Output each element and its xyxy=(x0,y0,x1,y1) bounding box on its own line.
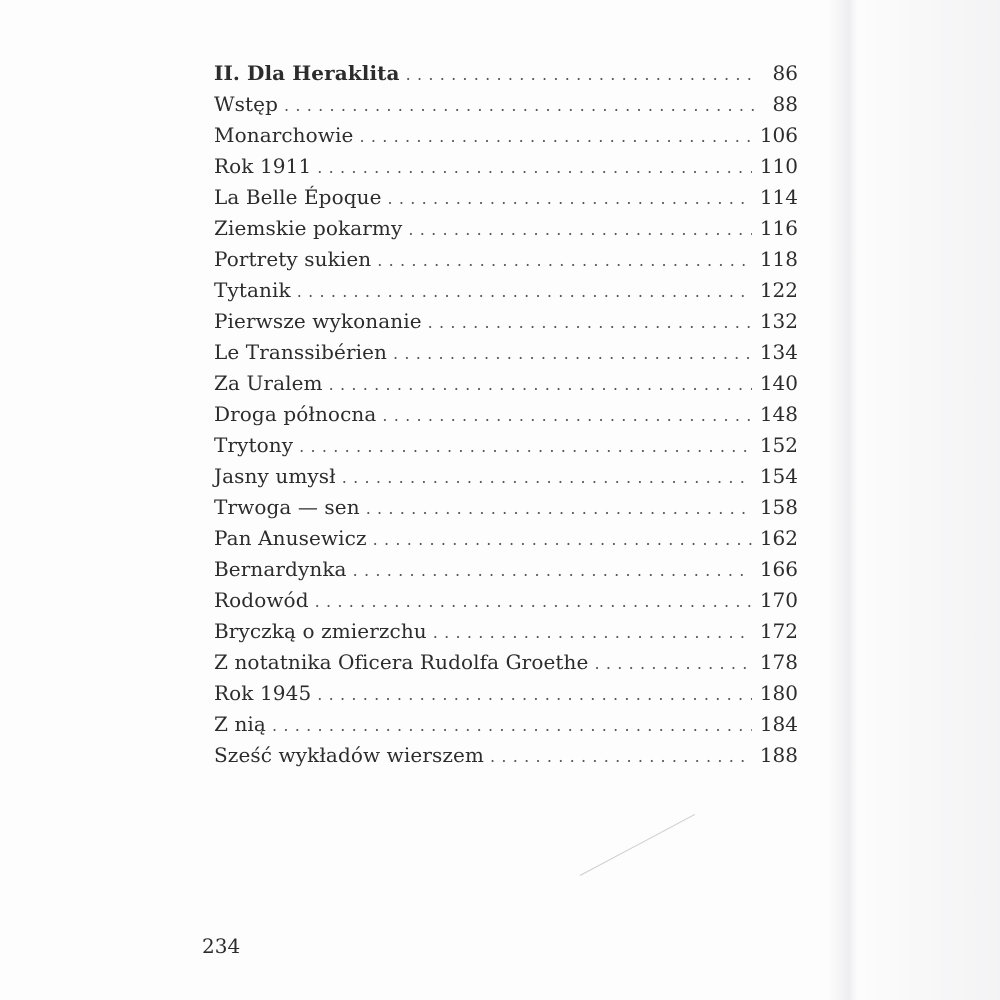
toc-entry-page: 154 xyxy=(759,464,798,488)
toc-entry-title: Portrety sukien xyxy=(214,247,372,271)
toc-entry-title: Za Uralem xyxy=(214,371,323,395)
toc-entry-page: 158 xyxy=(759,495,798,519)
toc-entry-page: 166 xyxy=(759,557,798,581)
toc-entry-page: 178 xyxy=(759,650,798,674)
toc-entry-page: 148 xyxy=(759,402,798,426)
toc-entry xyxy=(214,337,798,368)
toc-entry xyxy=(214,368,798,399)
toc-entry-title: Tytanik xyxy=(214,278,291,302)
toc-entry xyxy=(214,430,798,461)
toc-entry-page: 180 xyxy=(759,681,798,705)
toc-dot-leader xyxy=(388,183,752,214)
toc-entry-page: 122 xyxy=(759,278,798,302)
toc-entry-title: Droga północna xyxy=(214,402,377,426)
toc-dot-leader xyxy=(382,400,751,431)
toc-entry-page: 88 xyxy=(772,92,798,116)
table-of-contents xyxy=(214,58,798,771)
toc-entry-page: 134 xyxy=(759,340,798,364)
page-fold-shadow xyxy=(828,0,858,1000)
toc-entry-title: Sześć wykładów wierszem xyxy=(214,743,484,767)
toc-entry xyxy=(214,678,798,709)
toc-dot-leader xyxy=(329,369,752,400)
toc-entry xyxy=(214,275,798,306)
toc-dot-leader xyxy=(359,121,751,152)
toc-entry-title: Rodowód xyxy=(214,588,309,612)
page-number: 234 xyxy=(202,934,241,958)
toc-entry xyxy=(214,709,798,740)
toc-entry xyxy=(214,306,798,337)
toc-entry xyxy=(214,399,798,430)
toc-entry-page: 106 xyxy=(759,123,798,147)
toc-entry-title: La Belle Époque xyxy=(214,185,382,209)
toc-entry-page: 118 xyxy=(759,247,798,271)
toc-entry-title: Bryczką o zmierzchu xyxy=(214,619,427,643)
toc-dot-leader xyxy=(315,586,752,617)
toc-entry xyxy=(214,492,798,523)
toc-dot-leader xyxy=(342,462,752,493)
toc-dot-leader xyxy=(317,679,752,710)
toc-entry-title: Jasny umysł xyxy=(214,464,336,488)
toc-dot-leader xyxy=(366,493,752,524)
toc-entry-page: 140 xyxy=(759,371,798,395)
toc-entry-page: 184 xyxy=(759,712,798,736)
toc-entry xyxy=(214,647,798,678)
toc-entry-title: Le Transsibérien xyxy=(214,340,388,364)
toc-entry-page: 152 xyxy=(759,433,798,457)
toc-entry xyxy=(214,58,798,89)
toc-entry-page: 188 xyxy=(759,743,798,767)
toc-entry xyxy=(214,213,798,244)
toc-entry-page: 86 xyxy=(772,61,798,85)
toc-dot-leader xyxy=(373,524,752,555)
toc-dot-leader xyxy=(353,555,752,586)
toc-entry-page: 172 xyxy=(759,619,798,643)
toc-entry-title: Bernardynka xyxy=(214,557,347,581)
toc-entry xyxy=(214,461,798,492)
toc-dot-leader xyxy=(317,152,752,183)
toc-dot-leader xyxy=(594,648,751,679)
toc-section-heading: II. Dla Heraklita xyxy=(214,61,400,85)
toc-entry-title: Monarchowie xyxy=(214,123,354,147)
page-edge-shadow xyxy=(840,0,1000,1000)
toc-entry-title: Rok 1911 xyxy=(214,154,312,178)
toc-entry xyxy=(214,151,798,182)
toc-entry-page: 114 xyxy=(759,185,798,209)
toc-dot-leader xyxy=(299,431,752,462)
toc-dot-leader xyxy=(433,617,752,648)
toc-entry xyxy=(214,244,798,275)
toc-entry xyxy=(214,523,798,554)
toc-entry-page: 132 xyxy=(759,309,798,333)
toc-dot-leader xyxy=(297,276,752,307)
toc-entry-title: Ziemskie pokarmy xyxy=(214,216,403,240)
toc-entry xyxy=(214,554,798,585)
toc-dot-leader xyxy=(408,214,751,245)
toc-dot-leader xyxy=(377,245,752,276)
toc-entry xyxy=(214,740,798,771)
toc-dot-leader xyxy=(406,59,754,90)
toc-dot-leader xyxy=(272,710,752,741)
toc-entry-page: 162 xyxy=(759,526,798,550)
toc-entry-title: Z nią xyxy=(214,712,266,736)
toc-dot-leader xyxy=(428,307,752,338)
toc-entry-page: 110 xyxy=(759,154,798,178)
toc-entry-title: Pierwsze wykonanie xyxy=(214,309,422,333)
toc-entry-page: 116 xyxy=(759,216,798,240)
toc-entry xyxy=(214,89,798,120)
toc-entry-page: 170 xyxy=(759,588,798,612)
toc-entry-title: Pan Anusewicz xyxy=(214,526,367,550)
toc-dot-leader xyxy=(393,338,752,369)
toc-dot-leader xyxy=(284,90,754,121)
toc-entry xyxy=(214,616,798,647)
toc-entry xyxy=(214,182,798,213)
paper-scratch-mark xyxy=(580,814,695,876)
toc-entry xyxy=(214,585,798,616)
toc-dot-leader xyxy=(490,741,752,772)
toc-entry-title: Rok 1945 xyxy=(214,681,312,705)
toc-entry-title: Trwoga — sen xyxy=(214,495,360,519)
toc-entry xyxy=(214,120,798,151)
toc-entry-title: Trytony xyxy=(214,433,294,457)
toc-entry-title: Z notatnika Oficera Rudolfa Groethe xyxy=(214,650,589,674)
toc-entry-title: Wstęp xyxy=(214,92,278,116)
